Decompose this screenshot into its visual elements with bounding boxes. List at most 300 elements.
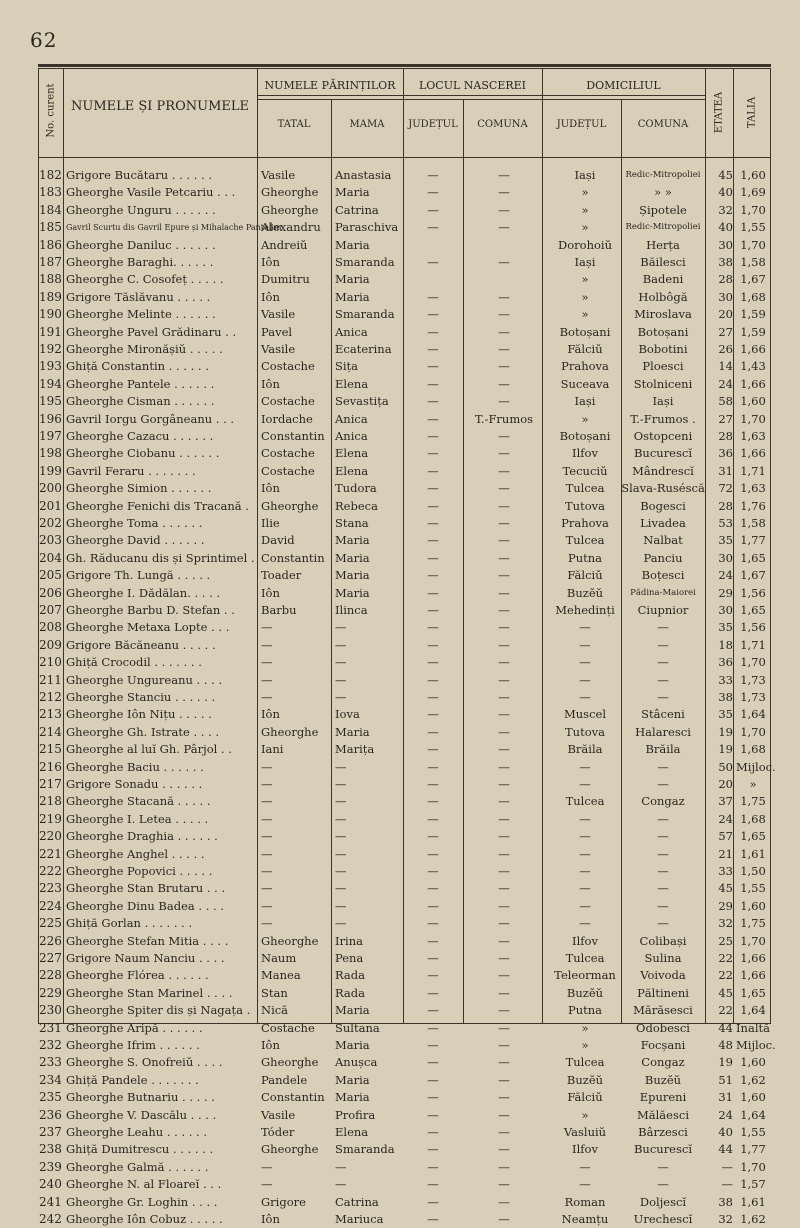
row-number: 184 xyxy=(39,202,62,217)
height: 1,62 xyxy=(740,1212,766,1226)
birth-county: — xyxy=(427,168,439,182)
residence-commune: Bucurescĭ xyxy=(633,1142,693,1157)
birth-county: — xyxy=(427,846,439,861)
height: 1,69 xyxy=(740,185,766,200)
row-number: 234 xyxy=(39,1072,62,1087)
age: 30 xyxy=(718,237,733,252)
birth-county: — xyxy=(427,1177,439,1192)
height: 1,75 xyxy=(740,916,766,931)
residence-county: Iași xyxy=(574,168,596,182)
row-number: 190 xyxy=(39,307,62,322)
height: 1,68 xyxy=(740,742,766,757)
residence-commune: — xyxy=(657,829,669,844)
height: 1,62 xyxy=(740,1072,766,1087)
birth-commune: — xyxy=(498,376,510,391)
residence-county: Mehedinți xyxy=(555,603,615,617)
birth-county: — xyxy=(427,498,439,513)
height: 1,60 xyxy=(740,1090,766,1105)
father-name: Tóder xyxy=(261,1125,295,1139)
person-name: Ghiță Constantin . . . . . . xyxy=(66,359,209,374)
birth-commune: — xyxy=(498,168,510,182)
mother-name: — xyxy=(335,794,347,809)
birth-commune: — xyxy=(498,463,510,478)
age: 53 xyxy=(718,516,733,530)
father-name: Iôn xyxy=(261,376,280,391)
residence-county: Tutova xyxy=(565,498,605,513)
birth-county: — xyxy=(427,463,439,478)
birth-county: — xyxy=(427,1038,439,1052)
person-name: Gheorghe N. al Floareĭ . . . xyxy=(66,1177,222,1192)
father-name: Gheorghe xyxy=(261,498,319,513)
table-row xyxy=(39,306,770,323)
table-row xyxy=(39,463,770,480)
table-body xyxy=(39,157,776,1226)
birth-county: — xyxy=(427,1159,439,1174)
row-number: 200 xyxy=(39,481,62,496)
residence-county: — xyxy=(579,690,591,704)
table-row xyxy=(39,219,770,236)
residence-commune: — xyxy=(657,846,669,861)
height: 1,56 xyxy=(740,585,766,600)
mother-name: Smaranda xyxy=(335,307,395,322)
residence-commune: Brăila xyxy=(645,742,681,757)
row-number: 215 xyxy=(39,742,62,757)
table-row xyxy=(39,985,770,1002)
age: 29 xyxy=(718,898,733,913)
mother-name: Anica xyxy=(335,429,368,443)
row-number: 221 xyxy=(39,846,62,861)
age: 35 xyxy=(718,620,733,635)
residence-commune: — xyxy=(657,1177,669,1192)
birth-county: — xyxy=(427,1055,439,1070)
age: — xyxy=(721,1159,733,1174)
birth-commune: — xyxy=(498,1090,510,1105)
birth-commune: — xyxy=(498,881,510,896)
birth-county: — xyxy=(427,394,439,409)
page-number: 62 xyxy=(30,28,58,52)
row-number: 187 xyxy=(39,255,62,269)
residence-county: Dorohoiŭ xyxy=(558,237,612,252)
birth-county: — xyxy=(427,359,439,374)
height: 1,57 xyxy=(740,1177,766,1192)
birth-county: — xyxy=(427,1090,439,1105)
age: 36 xyxy=(718,446,733,461)
residence-county: Ilfov xyxy=(572,446,598,461)
birth-commune: — xyxy=(498,707,510,722)
birth-county: — xyxy=(427,707,439,722)
birth-county: — xyxy=(427,1020,439,1035)
father-name: Constantin xyxy=(261,550,325,565)
birth-county: — xyxy=(427,985,439,1000)
table-row xyxy=(39,202,770,219)
mother-name: Maria xyxy=(335,585,370,600)
father-name: Alexandru xyxy=(261,220,321,235)
mother-name: Sevastița xyxy=(335,394,389,409)
height: » xyxy=(749,777,757,791)
table-row xyxy=(39,271,770,288)
table-row xyxy=(39,1037,776,1054)
person-name: Gheorghe Cazacu . . . . . . xyxy=(66,429,214,443)
table-row xyxy=(39,950,770,967)
father-name: Pavel xyxy=(261,324,293,339)
table-row xyxy=(39,863,770,880)
birth-county: — xyxy=(427,864,439,878)
person-name: Gheorghe Butnariu . . . . . xyxy=(66,1090,215,1105)
person-name: Grigore Băcăneanu . . . . . xyxy=(66,637,216,652)
row-number: 222 xyxy=(39,864,62,878)
person-name: Grigore Sonadu . . . . . . xyxy=(66,777,203,791)
birth-county: — xyxy=(427,881,439,896)
person-name: Gheorghe Mironășiŭ . . . . . xyxy=(66,342,223,356)
register-table xyxy=(38,68,776,1226)
height: 1,63 xyxy=(740,429,766,443)
age: 44 xyxy=(718,1142,733,1157)
mother-name: — xyxy=(335,672,347,687)
birth-commune: — xyxy=(498,533,510,548)
table-row xyxy=(39,898,770,915)
age: 44 xyxy=(718,1020,733,1035)
mother-name: — xyxy=(335,777,347,791)
age: 20 xyxy=(718,307,733,322)
mother-name: Rada xyxy=(335,968,365,983)
residence-commune: Herța xyxy=(646,237,680,252)
father-name: — xyxy=(261,620,273,635)
age: 38 xyxy=(718,255,733,269)
height: 1,70 xyxy=(740,724,766,739)
row-number: 214 xyxy=(39,724,62,739)
age: 20 xyxy=(718,777,733,791)
row-number: 237 xyxy=(39,1125,62,1139)
height: Mijloc. xyxy=(736,759,776,774)
mother-name: — xyxy=(335,655,347,670)
row-number: 241 xyxy=(39,1194,62,1209)
row-number: 218 xyxy=(39,794,62,809)
residence-county: Muscel xyxy=(563,707,606,722)
height: 1,55 xyxy=(740,1125,766,1139)
row-number: 192 xyxy=(39,342,62,356)
birth-commune: — xyxy=(498,1142,510,1157)
age: 19 xyxy=(718,742,733,757)
residence-county: » xyxy=(581,1020,589,1035)
height: 1,76 xyxy=(740,498,766,513)
birth-commune: — xyxy=(498,255,510,269)
father-name: — xyxy=(261,637,273,652)
person-name: Gheorghe Cisman . . . . . . xyxy=(66,394,215,409)
birth-commune: — xyxy=(498,498,510,513)
header-name: NUMELE ȘI PRONUMELE xyxy=(70,99,249,114)
birth-county: — xyxy=(427,1212,439,1226)
table-row xyxy=(39,184,770,201)
mother-name: Catrina xyxy=(335,202,379,217)
residence-commune: — xyxy=(657,864,669,878)
row-number: 208 xyxy=(39,620,62,635)
birth-commune: — xyxy=(498,724,510,739)
row-number: 235 xyxy=(39,1090,62,1105)
father-name: Iordache xyxy=(261,411,313,426)
residence-county: Prahova xyxy=(561,359,609,374)
age: 30 xyxy=(718,289,733,304)
residence-county: — xyxy=(579,829,591,844)
table-row xyxy=(39,515,770,532)
height: 1,64 xyxy=(740,707,766,722)
age: 24 xyxy=(718,568,733,583)
birth-county: — xyxy=(427,446,439,461)
father-name: Gheorghe xyxy=(261,933,319,948)
mother-name: Maria xyxy=(335,533,370,548)
table-row xyxy=(39,619,770,636)
residence-county: » xyxy=(581,411,589,426)
birth-commune: — xyxy=(498,324,510,339)
age: 31 xyxy=(718,1090,733,1105)
residence-commune: Miroslava xyxy=(634,307,692,322)
mother-name: — xyxy=(335,1177,347,1192)
father-name: Gheorghe xyxy=(261,724,319,739)
birth-commune: — xyxy=(498,550,510,565)
row-number: 211 xyxy=(39,672,62,687)
birth-county: — xyxy=(427,533,439,548)
father-name: Manea xyxy=(261,968,301,983)
residence-county: — xyxy=(579,881,591,896)
mother-name: Marița xyxy=(335,742,375,757)
birth-commune: — xyxy=(498,516,510,530)
age: 14 xyxy=(718,359,733,374)
residence-commune: Colibași xyxy=(639,933,687,948)
row-number: 225 xyxy=(39,916,62,931)
birth-commune: — xyxy=(498,864,510,878)
age: 22 xyxy=(718,968,733,983)
birth-county: — xyxy=(427,968,439,983)
row-number: 186 xyxy=(39,237,62,252)
mother-name: Catrina xyxy=(335,1194,379,1209)
mother-name: Maria xyxy=(335,1038,370,1052)
person-name: Gheorghe Fenichi dis Tracană . xyxy=(66,498,249,513)
row-number: 209 xyxy=(39,637,62,652)
father-name: Ilie xyxy=(261,516,280,530)
row-number: 210 xyxy=(39,655,62,670)
residence-commune: » » xyxy=(654,185,672,200)
birth-commune: — xyxy=(498,916,510,931)
birth-county: — xyxy=(427,655,439,670)
birth-commune: — xyxy=(498,655,510,670)
person-name: Gheorghe Iôn Nițu . . . . . xyxy=(66,707,212,722)
residence-county: Botoșani xyxy=(559,429,611,443)
birth-county: — xyxy=(427,568,439,583)
birth-county: — xyxy=(427,307,439,322)
residence-county: Buzĕŭ xyxy=(566,985,604,1000)
height: 1,56 xyxy=(740,620,766,635)
mother-name: Maria xyxy=(335,185,370,200)
residence-county: » xyxy=(581,220,589,235)
header-domicile: DOMICILIUL xyxy=(586,79,661,92)
row-number: 193 xyxy=(39,359,62,374)
age: 35 xyxy=(718,533,733,548)
birth-commune: — xyxy=(498,1194,510,1209)
father-name: David xyxy=(261,533,295,548)
row-number: 226 xyxy=(39,933,62,948)
age: 29 xyxy=(718,585,733,600)
row-number: 212 xyxy=(39,690,62,704)
age: 50 xyxy=(718,759,733,774)
row-number: 195 xyxy=(39,394,62,409)
birth-county: — xyxy=(427,829,439,844)
mother-name: — xyxy=(335,864,347,878)
father-name: — xyxy=(261,1159,273,1174)
person-name: Gheorghe I. Dădălan. . . . . xyxy=(66,585,221,600)
birth-commune: — xyxy=(498,1125,510,1139)
row-number: 236 xyxy=(39,1107,62,1122)
mother-name: Maria xyxy=(335,289,370,304)
row-number: 240 xyxy=(39,1177,62,1192)
height: 1,66 xyxy=(740,376,766,391)
age: 18 xyxy=(718,637,733,652)
age: 27 xyxy=(718,324,733,339)
residence-county: » xyxy=(581,202,589,217)
birth-county: — xyxy=(427,672,439,687)
person-name: Ghiță Gorlan . . . . . . . xyxy=(66,916,193,931)
residence-commune: — xyxy=(657,916,669,931)
person-name: Gheorghe Draghia . . . . . . xyxy=(66,829,218,844)
header-comuna-nascere: COMUNA xyxy=(477,119,528,130)
birth-county: — xyxy=(427,620,439,635)
table-row xyxy=(39,1107,770,1124)
table-row xyxy=(39,724,770,741)
birth-county: — xyxy=(427,916,439,931)
birth-commune: — xyxy=(498,185,510,200)
row-number: 216 xyxy=(39,759,62,774)
residence-commune: — xyxy=(657,811,669,826)
header-judetul-domiciliu: JUDEȚUL xyxy=(556,119,607,130)
residence-commune: Urechescĭ xyxy=(633,1212,693,1226)
birth-commune: — xyxy=(498,568,510,583)
table-row xyxy=(39,967,770,984)
mother-name: Maria xyxy=(335,237,370,252)
birth-commune: — xyxy=(498,359,510,374)
residence-commune: Ostopceni xyxy=(633,429,693,443)
residence-county: Prahova xyxy=(561,516,609,530)
birth-commune: — xyxy=(498,829,510,844)
residence-commune: Focșani xyxy=(640,1038,686,1052)
person-name: Grigore Tăslăvanu . . . . . xyxy=(66,289,211,304)
row-number: 231 xyxy=(39,1020,62,1035)
birth-county: — xyxy=(427,516,439,530)
person-name: Gheorghe Flórea . . . . . . xyxy=(66,968,209,983)
father-name: Iôn xyxy=(261,585,280,600)
residence-county: » xyxy=(581,272,589,287)
mother-name: Anica xyxy=(335,324,368,339)
mother-name: Elena xyxy=(335,376,369,391)
residence-commune: Congaz xyxy=(641,794,685,809)
residence-commune: Odobesci xyxy=(636,1020,690,1035)
table-row xyxy=(39,846,770,863)
birth-commune: — xyxy=(498,289,510,304)
residence-county: — xyxy=(579,864,591,878)
row-number: 185 xyxy=(39,220,62,235)
height: 1,55 xyxy=(740,220,766,235)
height: 1,66 xyxy=(740,446,766,461)
person-name: Gavril Feraru . . . . . . . xyxy=(66,463,196,478)
residence-county: Tulcea xyxy=(565,794,605,809)
residence-commune: Mărăsesci xyxy=(633,1003,693,1018)
age: 38 xyxy=(718,690,733,704)
mother-name: Smaranda xyxy=(335,1142,395,1157)
residence-commune: Panciu xyxy=(643,550,683,565)
residence-county: Tulcea xyxy=(565,1055,605,1070)
row-number: 198 xyxy=(39,446,62,461)
residence-county: Neamțu xyxy=(561,1212,609,1226)
height: 1,58 xyxy=(740,255,766,269)
age: 28 xyxy=(718,429,733,443)
mother-name: — xyxy=(335,898,347,913)
table-row xyxy=(39,828,770,845)
birth-county: — xyxy=(427,1125,439,1139)
birth-commune: — xyxy=(498,603,510,617)
height: 1,64 xyxy=(740,1107,766,1122)
person-name: Gheorghe Toma . . . . . . xyxy=(66,516,203,530)
age: 32 xyxy=(718,916,733,931)
father-name: Costache xyxy=(261,359,315,374)
residence-commune: — xyxy=(657,759,669,774)
mother-name: Sultana xyxy=(335,1020,380,1035)
table-row xyxy=(39,689,770,706)
birth-commune: — xyxy=(498,342,510,356)
residence-county: — xyxy=(579,777,591,791)
father-name: — xyxy=(261,759,273,774)
person-name: Gheorghe C. Cosofeț . . . . . xyxy=(66,272,224,287)
height: 1,61 xyxy=(740,846,766,861)
residence-commune: Ploesci xyxy=(642,359,684,374)
row-number: 199 xyxy=(39,463,62,478)
residence-county: — xyxy=(579,898,591,913)
table-row xyxy=(39,1211,770,1228)
height: 1,60 xyxy=(740,394,766,409)
birth-county: — xyxy=(427,220,439,235)
height: 1,65 xyxy=(740,603,766,617)
residence-county: — xyxy=(579,1177,591,1192)
person-name: Gheorghe Stan Marinel . . . . xyxy=(66,985,233,1000)
row-number: 205 xyxy=(39,568,62,583)
age: 33 xyxy=(718,864,733,878)
residence-county: — xyxy=(579,672,591,687)
father-name: — xyxy=(261,829,273,844)
mother-name: Sița xyxy=(335,359,359,374)
birth-commune: — xyxy=(498,429,510,443)
height: 1,68 xyxy=(740,811,766,826)
father-name: Costache xyxy=(261,463,315,478)
height: 1,70 xyxy=(740,237,766,252)
birth-county: — xyxy=(427,898,439,913)
birth-commune: — xyxy=(498,1003,510,1018)
age: 25 xyxy=(718,933,733,948)
residence-county: Putna xyxy=(567,1003,603,1018)
age: 40 xyxy=(718,185,733,200)
mother-name: Anica xyxy=(335,411,368,426)
residence-commune: Iași xyxy=(652,394,674,409)
person-name: Gheorghe David . . . . . . xyxy=(66,533,205,548)
residence-county: Iași xyxy=(574,255,596,269)
birth-commune: — xyxy=(498,637,510,652)
age: 45 xyxy=(718,168,733,182)
table-row xyxy=(39,585,770,602)
residence-commune: Botoșani xyxy=(637,324,689,339)
row-number: 201 xyxy=(39,498,62,513)
mother-name: Mariuca xyxy=(335,1212,384,1226)
header-judetul-nascere: JUDEȚUL xyxy=(408,119,458,130)
father-name: Iani xyxy=(261,742,284,757)
person-name: Gheorghe Ungureanu . . . . xyxy=(66,672,223,687)
residence-commune: Păltineni xyxy=(637,985,689,1000)
mother-name: Profira xyxy=(335,1107,376,1122)
residence-commune: — xyxy=(657,1159,669,1174)
